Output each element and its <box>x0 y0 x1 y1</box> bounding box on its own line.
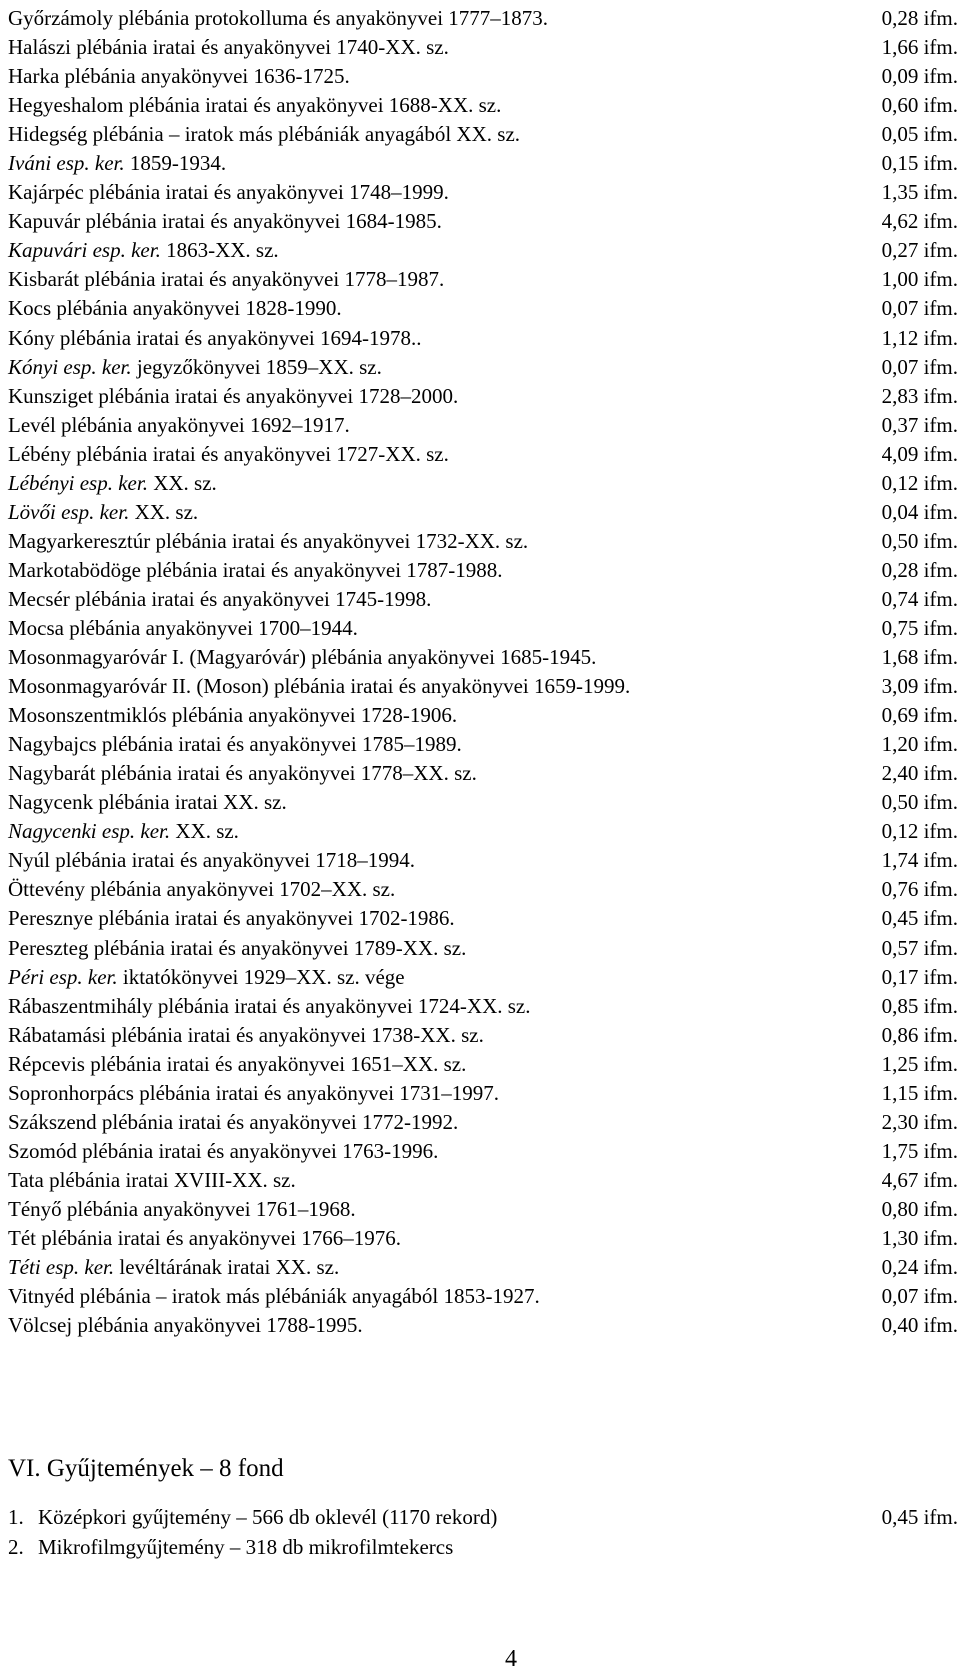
entry-amount: 3,09 ifm. <box>881 674 958 699</box>
entry-text: Hidegség plébánia – iratok más plébániák anyagából XX. sz. <box>8 122 521 147</box>
list-item <box>8 1079 958 1108</box>
entry-amount: 1,25 ifm. <box>881 1051 958 1076</box>
entry-title <box>8 294 342 323</box>
entry-text: Kapuvár plébánia iratai és anyakönyvei 1684-1985. <box>8 209 442 234</box>
entry-text: Magyarkeresztúr plébánia iratai és anyakönyvei 1732-XX. sz. <box>8 528 529 553</box>
list-item <box>8 207 958 236</box>
entry-title <box>8 934 466 963</box>
entry-text: XX. sz. <box>170 819 239 844</box>
entry-amount: 2,40 ifm. <box>881 761 958 786</box>
collection-item <box>8 1502 958 1532</box>
list-item <box>8 585 958 614</box>
entry-amount: 1,74 ifm. <box>881 848 958 873</box>
entry-text: Vitnyéd plébánia – iratok más plébániák anyagából 1853-1927. <box>8 1284 540 1309</box>
list-item <box>8 701 958 730</box>
entry-title <box>8 1079 499 1108</box>
entry-text: Szomód plébánia iratai és anyakönyvei 1763-1996. <box>8 1138 439 1163</box>
entry-title <box>8 730 462 759</box>
entry-title <box>8 817 239 846</box>
entry-text: Tényő plébánia anyakönyvei 1761–1968. <box>8 1196 356 1221</box>
entry-title <box>8 1050 466 1079</box>
entry-title <box>8 382 458 411</box>
entry-text: Nagycenk plébánia iratai XX. sz. <box>8 790 287 815</box>
entry-amount: 0,50 ifm. <box>881 528 958 553</box>
entry-amount: 0,37 ifm. <box>881 412 958 437</box>
list-item <box>8 4 958 33</box>
entry-amount: 1,12 ifm. <box>881 325 958 350</box>
entry-amount: 0,40 ifm. <box>881 1313 958 1338</box>
entry-amount: 0,12 ifm. <box>881 819 958 844</box>
collection-title: Középkori gyűjtemény – 566 db oklevél (1170 rekord) <box>38 1505 498 1529</box>
list-item <box>8 934 958 963</box>
entry-district-prefix: Lébényi esp. ker. <box>8 470 148 495</box>
entry-amount: 0,07 ifm. <box>881 1284 958 1309</box>
entry-text: 1863-XX. sz. <box>160 238 279 263</box>
list-item <box>8 469 958 498</box>
entry-amount: 0,76 ifm. <box>881 877 958 902</box>
entry-title <box>8 1108 458 1137</box>
entry-title <box>8 149 226 178</box>
entry-district-prefix: Kónyi esp. ker. <box>8 354 132 379</box>
entry-amount: 0,07 ifm. <box>881 296 958 321</box>
entry-text: Levél plébánia anyakönyvei 1692–1917. <box>8 412 350 437</box>
list-item <box>8 1050 958 1079</box>
entry-district-prefix: Lövői esp. ker. <box>8 499 130 524</box>
entry-text: iktatókönyvei 1929–XX. sz. vége <box>117 964 405 989</box>
entry-text: Sopronhorpács plébánia iratai és anyakönyvei 1731–1997. <box>8 1080 500 1105</box>
entry-title <box>8 353 382 382</box>
entry-text: Pereszteg plébánia iratai és anyakönyvei 1789-XX. sz. <box>8 935 467 960</box>
entry-title <box>8 614 358 643</box>
list-item <box>8 1282 958 1311</box>
entry-text: Mosonmagyaróvár II. (Moson) plébánia iratai és anyakönyvei 1659-1999. <box>8 674 631 699</box>
entry-amount: 0,74 ifm. <box>881 586 958 611</box>
entry-text: Lébény plébánia iratai és anyakönyvei 1727-XX. sz. <box>8 441 449 466</box>
list-item <box>8 1311 958 1340</box>
list-item <box>8 324 958 353</box>
entry-title <box>8 1195 356 1224</box>
list-item <box>8 817 958 846</box>
list-item <box>8 294 958 323</box>
collection-number: 2. <box>8 1535 24 1559</box>
list-item <box>8 62 958 91</box>
list-item <box>8 411 958 440</box>
entry-amount: 0,24 ifm. <box>881 1255 958 1280</box>
entry-title <box>8 672 630 701</box>
entry-text: Markotabödöge plébánia iratai és anyakönyvei 1787-1988. <box>8 557 503 582</box>
entry-text: Mosonszentmiklós plébánia anyakönyvei 1728-1906. <box>8 703 458 728</box>
entry-text: Kunsziget plébánia iratai és anyakönyvei 1728–2000. <box>8 383 459 408</box>
entry-text: Kisbarát plébánia iratai és anyakönyvei 1778–1987. <box>8 267 445 292</box>
entry-title <box>8 1224 401 1253</box>
entry-district-prefix: Nagycenki esp. ker. <box>8 819 171 844</box>
entry-amount: 0,80 ifm. <box>881 1196 958 1221</box>
entry-title <box>8 498 198 527</box>
entry-amount: 1,30 ifm. <box>881 1225 958 1250</box>
entry-title <box>8 846 415 875</box>
entry-amount: 1,35 ifm. <box>881 180 958 205</box>
entry-title <box>8 585 431 614</box>
entry-amount: 0,60 ifm. <box>881 93 958 118</box>
entry-title <box>8 643 596 672</box>
entry-text: XX. sz. <box>147 470 217 495</box>
entry-text: Kóny plébánia iratai és anyakönyvei 1694-1978.. <box>8 325 422 350</box>
list-item <box>8 149 958 178</box>
entry-title <box>8 1137 438 1166</box>
entry-text: Nyúl plébánia iratai és anyakönyvei 1718–1994. <box>8 848 416 873</box>
entry-title <box>8 992 531 1021</box>
entry-amount: 0,27 ifm. <box>881 238 958 263</box>
entry-amount: 0,28 ifm. <box>881 557 958 582</box>
entry-text: Hegyeshalom plébánia iratai és anyakönyvei 1688-XX. sz. <box>8 93 502 118</box>
entry-text: Mocsa plébánia anyakönyvei 1700–1944. <box>8 615 358 640</box>
list-item <box>8 1137 958 1166</box>
entry-amount: 4,62 ifm. <box>881 209 958 234</box>
entry-title <box>8 33 449 62</box>
entry-title <box>8 1166 296 1195</box>
entry-text: 1859-1934. <box>124 151 227 176</box>
entry-title <box>8 963 405 992</box>
entry-text: Kocs plébánia anyakönyvei 1828-1990. <box>8 296 342 321</box>
collection-number: 1. <box>8 1505 24 1529</box>
entry-amount: 0,50 ifm. <box>881 790 958 815</box>
entry-amount: 0,05 ifm. <box>881 122 958 147</box>
list-item <box>8 556 958 585</box>
list-item <box>8 1253 958 1282</box>
entry-title <box>8 904 455 933</box>
entry-text: Nagybarát plébánia iratai és anyakönyvei 1778–XX. sz. <box>8 761 477 786</box>
entry-title <box>8 265 444 294</box>
entry-amount: 1,75 ifm. <box>881 1138 958 1163</box>
entry-title <box>8 207 442 236</box>
list-item <box>8 353 958 382</box>
list-item <box>8 904 958 933</box>
entry-amount: 0,07 ifm. <box>881 354 958 379</box>
entry-title <box>8 1253 339 1282</box>
collection-item <box>8 1532 958 1562</box>
entry-title <box>8 440 449 469</box>
entry-text: Halászi plébánia iratai és anyakönyvei 1740-XX. sz. <box>8 35 449 60</box>
entry-text: Rábaszentmihály plébánia iratai és anyakönyvei 1724-XX. sz. <box>8 993 531 1018</box>
entry-amount: 0,17 ifm. <box>881 964 958 989</box>
list-item <box>8 614 958 643</box>
entry-title <box>8 469 217 498</box>
list-item <box>8 1021 958 1050</box>
entry-text: Harka plébánia anyakönyvei 1636-1725. <box>8 64 350 89</box>
collection-amount: 0,45 ifm. <box>881 1505 958 1529</box>
entry-text: Győrzámoly plébánia protokolluma és anyakönyvei 1777–1873. <box>8 6 549 30</box>
entry-district-prefix: Iváni esp. ker. <box>8 151 125 176</box>
entry-text: Tét plébánia iratai és anyakönyvei 1766–1976. <box>8 1225 402 1250</box>
entry-text: Peresznye plébánia iratai és anyakönyvei 1702-1986. <box>8 906 455 931</box>
entry-text: Mosonmagyaróvár I. (Magyaróvár) plébánia anyakönyvei 1685-1945. <box>8 645 597 670</box>
list-item <box>8 498 958 527</box>
collection-list <box>8 1502 958 1562</box>
entry-amount: 1,20 ifm. <box>881 732 958 757</box>
list-item <box>8 382 958 411</box>
list-item <box>8 120 958 149</box>
entry-amount: 0,04 ifm. <box>881 499 958 524</box>
list-item <box>8 265 958 294</box>
entry-text: XX. sz. <box>129 499 199 524</box>
list-item <box>8 730 958 759</box>
entry-title <box>8 236 279 265</box>
entry-amount: 0,45 ifm. <box>881 906 958 931</box>
entry-amount: 2,83 ifm. <box>881 383 958 408</box>
list-item <box>8 440 958 469</box>
page-number: 4 <box>505 1646 517 1672</box>
list-item <box>8 846 958 875</box>
entry-title <box>8 527 528 556</box>
entry-title <box>8 178 449 207</box>
list-item <box>8 178 958 207</box>
list-item <box>8 527 958 556</box>
entry-amount: 1,68 ifm. <box>881 645 958 670</box>
entry-title <box>8 701 457 730</box>
entry-text: Rábatamási plébánia iratai és anyakönyvei 1738-XX. sz. <box>8 1022 484 1047</box>
entry-amount: 4,67 ifm. <box>881 1167 958 1192</box>
list-item <box>8 1108 958 1137</box>
entry-amount: 2,30 ifm. <box>881 1109 958 1134</box>
entry-amount: 4,09 ifm. <box>881 441 958 466</box>
entry-title <box>8 120 520 149</box>
entry-amount: 0,86 ifm. <box>881 1022 958 1047</box>
collection-title: Mikrofilmgyűjtemény – 318 db mikrofilmtekercs <box>38 1535 454 1559</box>
entry-text: Öttevény plébánia anyakönyvei 1702–XX. sz. <box>8 877 396 902</box>
entry-district-prefix: Péri esp. ker. <box>8 964 118 989</box>
entry-title <box>8 788 287 817</box>
list-item <box>8 992 958 1021</box>
list-item <box>8 643 958 672</box>
entry-text: Répcevis plébánia iratai és anyakönyvei 1651–XX. sz. <box>8 1051 467 1076</box>
entry-amount: 0,15 ifm. <box>881 151 958 176</box>
entry-title <box>8 1282 540 1311</box>
entry-title <box>8 4 548 33</box>
entry-district-prefix: Téti esp. ker. <box>8 1255 115 1280</box>
entry-text: levéltárának iratai XX. sz. <box>114 1255 340 1280</box>
fond-list <box>8 4 958 1340</box>
list-item <box>8 759 958 788</box>
list-item <box>8 1195 958 1224</box>
list-item <box>8 91 958 120</box>
entry-title <box>8 62 350 91</box>
entry-amount: 1,66 ifm. <box>881 35 958 60</box>
entry-text: Völcsej plébánia anyakönyvei 1788-1995. <box>8 1313 363 1338</box>
entry-amount: 0,57 ifm. <box>881 935 958 960</box>
entry-title <box>8 91 501 120</box>
list-item <box>8 33 958 62</box>
entry-title <box>8 411 350 440</box>
entry-text: Tata plébánia iratai XVIII-XX. sz. <box>8 1167 296 1192</box>
entry-title <box>8 324 421 353</box>
entry-title <box>8 875 395 904</box>
list-item <box>8 1166 958 1195</box>
list-item <box>8 875 958 904</box>
entry-district-prefix: Kapuvári esp. ker. <box>8 238 161 263</box>
entry-title <box>8 1311 363 1340</box>
entry-text: Szákszend plébánia iratai és anyakönyvei 1772-1992. <box>8 1109 459 1134</box>
entry-amount: 0,09 ifm. <box>881 64 958 89</box>
entry-text: jegyzőkönyvei 1859–XX. sz. <box>131 354 382 379</box>
entry-title <box>8 759 477 788</box>
list-item <box>8 1224 958 1253</box>
entry-amount: 0,28 ifm. <box>881 6 958 30</box>
entry-amount: 1,00 ifm. <box>881 267 958 292</box>
entry-text: Kajárpéc plébánia iratai és anyakönyvei 1748–1999. <box>8 180 449 205</box>
list-item <box>8 788 958 817</box>
entry-amount: 0,85 ifm. <box>881 993 958 1018</box>
entry-amount: 1,15 ifm. <box>881 1080 958 1105</box>
entry-title <box>8 1021 484 1050</box>
section-heading: VI. Gyűjtemények – 8 fond <box>8 1455 284 1482</box>
entry-amount: 0,12 ifm. <box>881 470 958 495</box>
entry-amount: 0,75 ifm. <box>881 615 958 640</box>
list-item <box>8 672 958 701</box>
entry-text: Nagybajcs plébánia iratai és anyakönyvei 1785–1989. <box>8 732 462 757</box>
list-item <box>8 963 958 992</box>
entry-amount: 0,69 ifm. <box>881 703 958 728</box>
entry-title <box>8 556 503 585</box>
entry-text: Mecsér plébánia iratai és anyakönyvei 1745-1998. <box>8 586 432 611</box>
list-item <box>8 236 958 265</box>
